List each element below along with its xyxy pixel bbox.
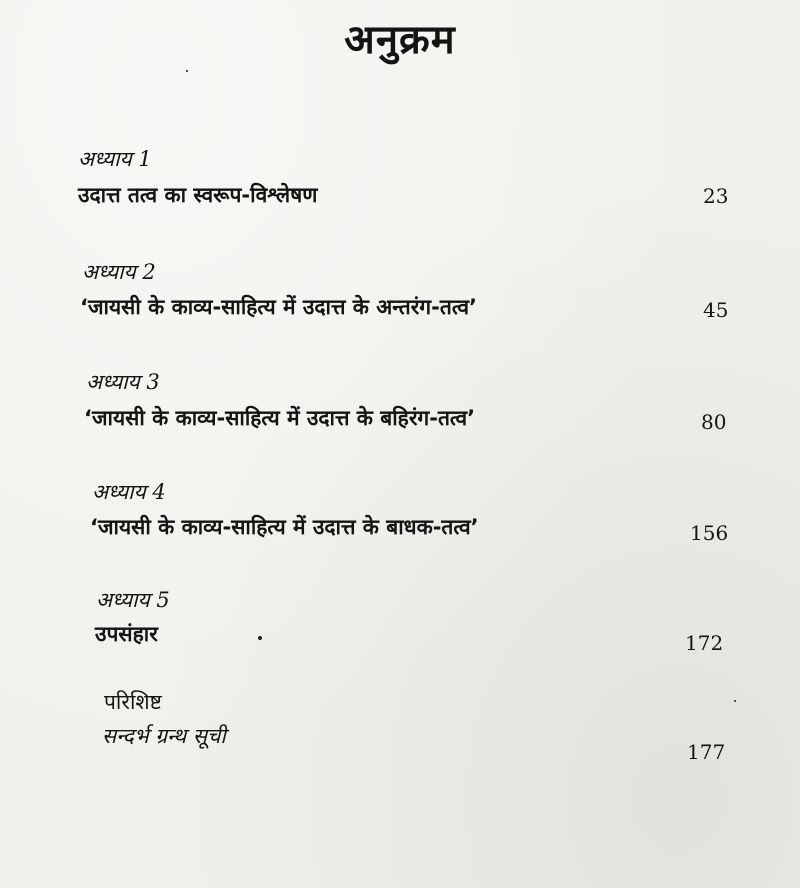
chapter-label: अध्याय 3 [86, 370, 160, 394]
page-number: 156 [690, 521, 729, 545]
chapter-label: अध्याय 2 [82, 260, 156, 284]
print-speck [258, 636, 262, 640]
chapter-title: ‘जायसी के काव्य-साहित्य में उदात्त के अन्तरंग-तत्व’ [80, 295, 478, 319]
chapter-label: अध्याय 1 [78, 147, 152, 171]
chapter-title: ‘जायसी के काव्य-साहित्य में उदात्त के बहिरंग-तत्व’ [84, 406, 476, 430]
chapter-label: अध्याय 5 [96, 588, 170, 612]
page-number: 177 [687, 740, 726, 764]
chapter-label: अध्याय 4 [92, 480, 166, 504]
page-number: 80 [701, 410, 727, 434]
page-number: 23 [703, 184, 729, 208]
print-speck [734, 700, 736, 702]
appendix-title: सन्दर्भ ग्रन्थ सूची [102, 724, 226, 748]
appendix-label: परिशिष्ट [104, 690, 162, 714]
page-number: 45 [703, 298, 729, 322]
print-speck [186, 70, 188, 72]
chapter-title: ‘जायसी के काव्य-साहित्य में उदात्त के बाधक-तत्व’ [90, 515, 479, 539]
chapter-title: उदात्त तत्व का स्वरूप-विश्लेषण [78, 183, 318, 207]
chapter-title: उपसंहार [95, 622, 158, 646]
page-number: 172 [685, 631, 724, 655]
page-title: अनुक्रम [344, 17, 456, 63]
